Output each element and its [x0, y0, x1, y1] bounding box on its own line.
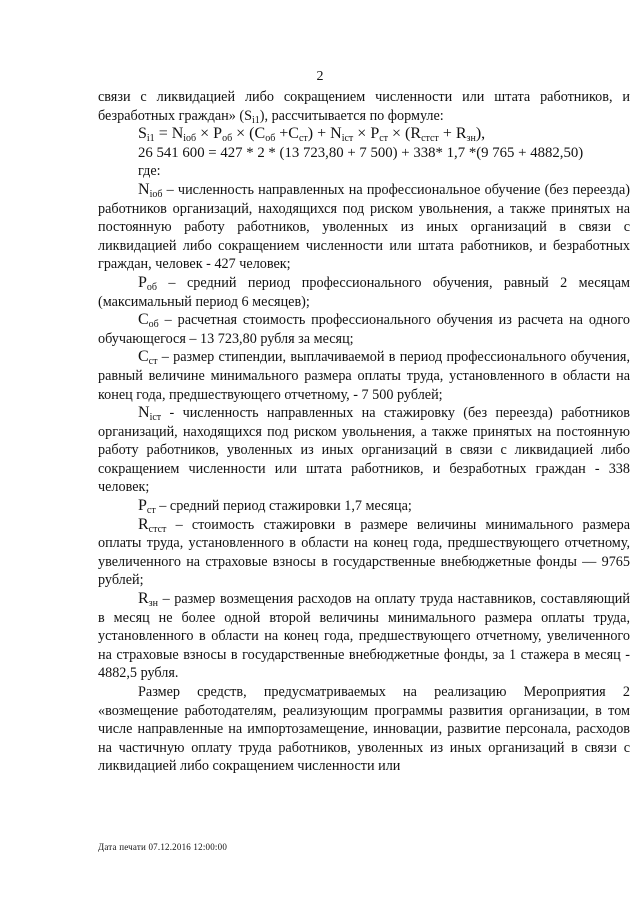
intro-text: связи с ликвидацией либо сокращением численности или штата работников, и безработных граждан» (S — [98, 89, 630, 124]
definition-symbol: C — [138, 348, 149, 366]
definition-item — [98, 181, 630, 274]
definition-subscript: iоб — [149, 188, 163, 200]
formula-part: ) + N — [307, 125, 342, 143]
intro-paragraph — [98, 88, 630, 125]
formula-subscript: iоб — [183, 133, 197, 145]
definition-item — [98, 348, 630, 404]
definition-item — [98, 497, 630, 516]
formula-part: × (R — [388, 125, 422, 143]
definition-symbol: C — [138, 311, 149, 329]
definition-item — [98, 311, 630, 348]
definition-text: – численность направленных на профессиональное обучение (без переезда) работников организаций, находящихся под риском увольнения, а также принятых на постоянную работу работников, уволенных из иных организаций в связи с ликвидацией либо сокращением численности или штата работников, и безработных граждан, человек - 427 человек; — [98, 181, 630, 273]
formula-subscript: iст — [341, 133, 354, 145]
definition-text: - численность направленных на стажировку (без переезда) работников организаций, находящихся под риском увольнения, а также принятых на постоянную работу работников, уволенных из иных организаций в связи с ликвидацией либо сокращением численности или штата работников, и безработных граждан - 338 человек; — [98, 405, 630, 496]
definition-text: – расчетная стоимость профессионального обучения из расчета на одного обучающегося – 13 723,80 рубля за месяц; — [98, 312, 630, 347]
definition-text: – средний период профессионального обучения, равный 2 месяцам (максимальный период 6 месяцев); — [98, 274, 630, 310]
formula-subscript: ст — [298, 133, 308, 145]
definition-symbol: P — [138, 273, 147, 291]
definition-subscript: стст — [148, 523, 167, 535]
definition-symbol: R — [138, 515, 149, 533]
formula-symbol: S — [138, 125, 147, 143]
document-body — [98, 88, 630, 776]
definition-text: – размер возмещения расходов на оплату труда наставников, составляющий в месяц не более одной второй величины минимального размера оплаты труда, установленного в области на конец года, предшествующего отчетному, увеличенного на страховые взносы в государственные внебюджетные фонды, за 1 стажера в месяц - 4882,5 рубля. — [98, 591, 630, 682]
definition-text: – размер стипендии, выплачиваемой в период профессионального обучения, равный величине минимального размера оплаты труда, установленного в области на конец года, предшествующего отчетному, - 7 500 рублей; — [98, 349, 630, 403]
definition-subscript: об — [146, 281, 157, 293]
definition-item — [98, 590, 630, 683]
closing-paragraph: Размер средств, предусматриваемых на реализацию Мероприятия 2 «возмещение работодателям, реализующим программы развития организации, в том числе направленные на импортозамещение, инновации, развитие персонала, расходов на частичную оплату труда работников, уволенных из иных организаций в связи с ликвидацией либо сокращением численности или — [98, 684, 630, 775]
formula-part: +C — [275, 125, 299, 143]
definition-item — [98, 274, 630, 311]
formula-subscript: об — [265, 133, 276, 145]
formula-subscript: стст — [421, 133, 439, 145]
definitions-list — [98, 181, 630, 683]
print-date-footer: Дата печати 07.12.2016 12:00:00 — [98, 842, 228, 852]
definition-text: – средний период стажировки 1,7 месяца; — [155, 498, 412, 515]
formula-symbolic — [138, 125, 630, 144]
definition-item — [98, 404, 630, 497]
formula-numeric: 26 541 600 = 427 * 2 * (13 723,80 + 7 500) + 338* 1,7 *(9 765 + 4882,50) — [138, 144, 584, 161]
intro-sub: i1 — [251, 114, 260, 126]
formula-subscript: ст — [379, 133, 389, 145]
definition-item — [98, 516, 630, 590]
formula-subscript: об — [222, 133, 233, 145]
definition-subscript: зн — [148, 598, 158, 610]
formula-part: = N — [154, 125, 184, 143]
definition-subscript: ст — [146, 505, 156, 517]
page-number: 2 — [316, 69, 324, 84]
formula-part: × (C — [232, 125, 266, 143]
definition-symbol: N — [138, 404, 150, 422]
formula-part: ), — [475, 125, 486, 143]
definition-symbol: R — [138, 590, 149, 608]
definition-symbol: N — [138, 180, 150, 198]
definition-subscript: iст — [149, 412, 162, 424]
formula-subscript: i1 — [146, 133, 155, 145]
intro-text-end: ), рассчитывается по формуле: — [259, 107, 444, 124]
definition-symbol: P — [138, 497, 147, 515]
formula-part: × P — [353, 125, 380, 143]
definition-text: – стоимость стажировки в размере величины минимального размера оплаты труда, установленного в области на конец года, предшествующего отчетному, увеличенного на страховые взносы в государственные внебюджетные фонды — 9765 рублей; — [98, 516, 630, 589]
formula-subscript: зн — [466, 133, 476, 145]
formula-part: + R — [438, 125, 467, 143]
where-label: где: — [138, 163, 161, 180]
definition-subscript: ст — [148, 356, 158, 368]
formula-part: × P — [196, 125, 223, 143]
definition-subscript: об — [148, 319, 159, 331]
